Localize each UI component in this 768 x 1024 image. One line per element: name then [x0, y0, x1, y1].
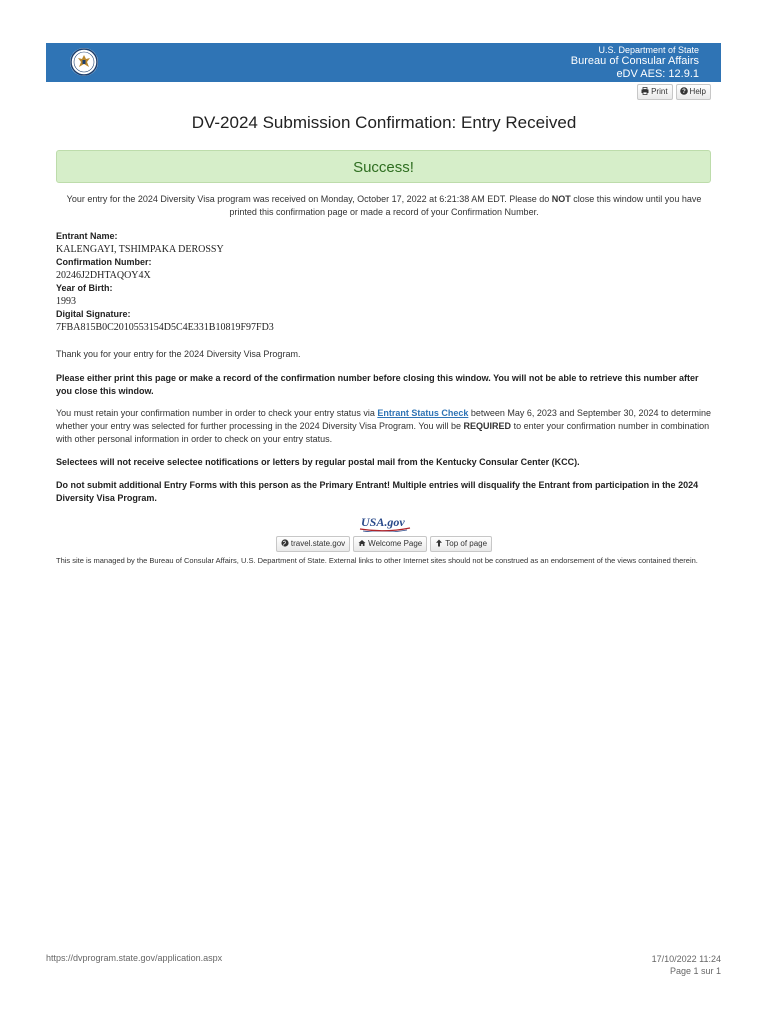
print-icon: [641, 87, 649, 97]
entrant-name-value: KALENGAYI, TSHIMPAKA DEROSSY: [56, 244, 224, 255]
intro-before: Your entry for the 2024 Diversity Visa program was received on Monday, October 17, 2022 at 6:21:38 AM EDT. Please do: [66, 194, 552, 204]
page-title: DV-2024 Submission Confirmation: Entry Received: [191, 113, 577, 132]
footer-links: [0, 536, 768, 552]
print-footer-meta: [652, 953, 721, 977]
confirmation-number-label: Confirmation Number:: [56, 257, 152, 267]
digital-signature-label: Digital Signature:: [56, 309, 131, 319]
retain-after: to enter your confirmation number in combination with other personal information in order to check on your entry status.: [56, 421, 710, 444]
confirmation-number-value: 20246J2DHTAQOY4X: [56, 270, 151, 281]
top-of-page-label: Top of page: [445, 539, 488, 548]
print-warning-text: Please either print this page or make a record of the confirmation number before closing this window. You will not be able to retrieve this number after you close this window.: [56, 373, 699, 396]
department-name: U.S. Department of State: [598, 45, 699, 55]
success-banner: Success!: [56, 150, 711, 183]
help-label: Help: [689, 87, 706, 96]
retain-middle: between May 6, 2023 and September 30, 2024 to determine whether your entry was selected for further processing in the 2024 Diversity Visa Program. You will be: [56, 408, 712, 431]
print-datetime: 17/10/2022 11:24: [651, 954, 721, 964]
usa-gov-logo-text: USA.gov: [361, 515, 405, 529]
system-version: eDV AES: 12.9.1: [616, 68, 699, 80]
help-button[interactable]: [676, 84, 711, 100]
retain-required: REQUIRED: [463, 421, 512, 431]
site-header: [46, 43, 721, 82]
print-page-number: Page 1 sur 1: [669, 966, 721, 976]
print-label: Print: [651, 87, 668, 96]
entrant-name-label: Entrant Name:: [56, 231, 118, 241]
print-button[interactable]: [637, 84, 672, 100]
digital-signature-value: 7FBA815B0C2010553154D5C4E331B10819F97FD3: [56, 322, 274, 333]
home-icon: [358, 539, 366, 550]
bureau-name: Bureau of Consular Affairs: [570, 55, 699, 67]
page-toolbar: [637, 84, 711, 100]
retain-before: You must retain your confirmation number in order to check your entry status via: [56, 408, 378, 418]
travel-state-gov-link[interactable]: [276, 536, 350, 552]
arrow-up-icon: [435, 539, 443, 550]
year-of-birth-value: 1993: [56, 296, 76, 307]
top-of-page-link[interactable]: [430, 536, 492, 552]
usa-gov-logo[interactable]: [357, 514, 413, 532]
intro-text: [56, 193, 712, 219]
globe-icon: [281, 539, 289, 550]
intro-after: close this window until you have printed this confirmation page or made a record of your Confirmation Number.: [229, 194, 702, 217]
entrant-status-check-link[interactable]: Entrant Status Check: [377, 408, 469, 418]
intro-emphasis: NOT: [551, 194, 571, 204]
thanks-text: Thank you for your entry for the 2024 Diversity Visa Program.: [56, 349, 301, 359]
svg-text:?: ?: [681, 89, 686, 95]
entry-details: [56, 230, 712, 334]
print-footer-url: https://dvprogram.state.gov/application.aspx: [46, 953, 223, 963]
multiple-entries-warning: Do not submit additional Entry Forms with this person as the Primary Entrant! Multiple entries will disqualify the Entrant from participation in the 2024 Diversity Visa Program.: [56, 480, 699, 503]
travel-state-gov-label: travel.state.gov: [290, 539, 346, 548]
disclaimer-text: This site is managed by the Bureau of Consular Affairs, U.S. Department of State. External links to other Internet sites should not be construed as an endorsement of the views contained therein.: [56, 556, 698, 565]
retain-text: [56, 407, 712, 446]
state-department-seal-icon: [70, 48, 98, 76]
welcome-page-label: Welcome Page: [368, 539, 423, 548]
welcome-page-link[interactable]: [353, 536, 427, 552]
question-circle-icon: [680, 87, 688, 97]
year-of-birth-label: Year of Birth:: [56, 283, 113, 293]
header-titles: [571, 45, 699, 81]
selectees-notice: Selectees will not receive selectee notifications or letters by regular postal mail from the Kentucky Consular Center (KCC).: [56, 457, 580, 467]
